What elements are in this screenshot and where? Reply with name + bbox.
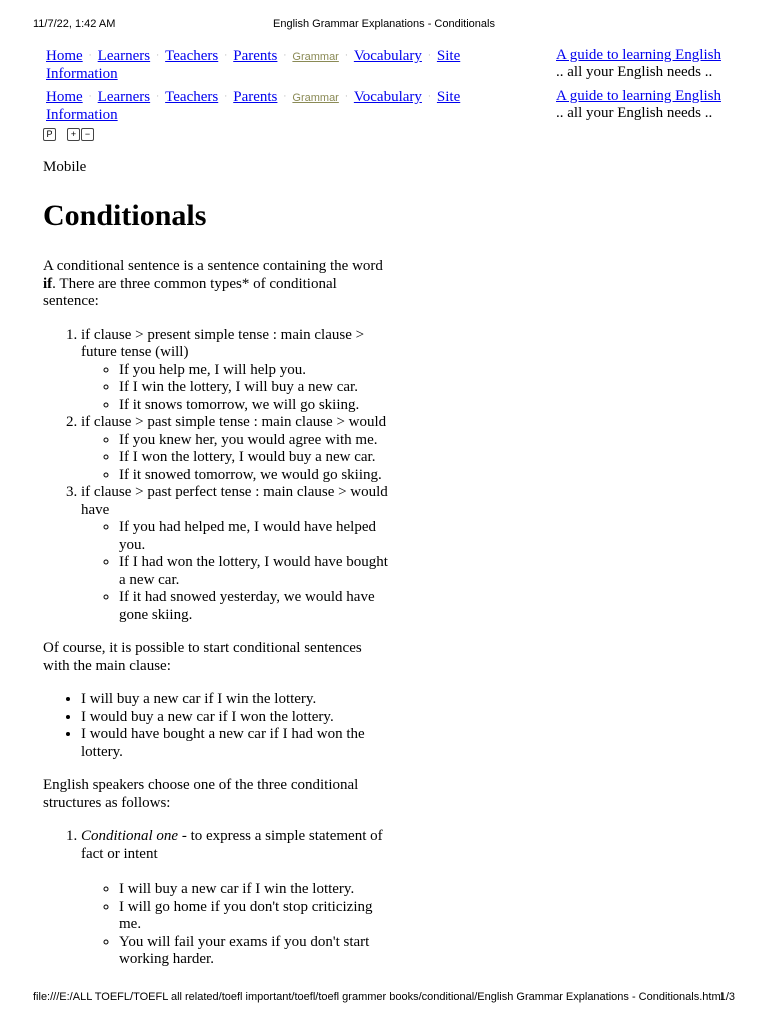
nav-parents-link[interactable]: Parents: [233, 89, 278, 105]
nav-teachers-link[interactable]: Teachers: [165, 48, 219, 64]
file-path: file:///E:/ALL TOEFL/TOEFL all related/toefl important/toefl/toefl grammer books/conditional/English Grammar Explanations - Conditionals.html: [33, 991, 724, 1003]
example-item: ◦ I will go home if you don't stop criticizing me.: [119, 899, 388, 934]
list-item: 3. if clause > past perfect tense : main clause > would have ◦ If you had helped me, I would have helped you. ◦ If I had won the lottery, I would have bought a new car. ◦ If it had snowed yesterday, we would have gone skiing.: [81, 484, 388, 624]
nav-grammar-link[interactable]: Grammar: [292, 51, 339, 63]
zoom-out-icon[interactable]: −: [81, 128, 94, 141]
nav-vocabulary-link[interactable]: Vocabulary: [353, 48, 422, 64]
nav-learners-link[interactable]: Learners: [97, 48, 151, 64]
nav-separator: ·: [156, 50, 160, 60]
nav-separator: ·: [344, 50, 348, 60]
nav-parents-link[interactable]: Parents: [233, 48, 278, 64]
example-item: ◦ If you knew her, you would agree with me.: [119, 432, 388, 450]
example-item: ◦ If I won the lottery, I would buy a new car.: [119, 449, 388, 467]
nav-separator: ·: [156, 91, 160, 101]
example-item: ◦ If it snowed tomorrow, we would go skiing.: [119, 467, 388, 485]
if-keyword: if: [43, 275, 53, 292]
page-tools: [43, 128, 95, 142]
example-item: ◦ You will fail your exams if you don't start working harder.: [119, 934, 388, 969]
nav-site-link[interactable]: Site: [436, 48, 461, 64]
example-item: ◦ I will buy a new car if I win the lottery.: [119, 881, 388, 899]
conditional-term: Conditional one: [81, 828, 179, 844]
mobile-link[interactable]: Mobile: [43, 159, 87, 175]
nav-learners-link[interactable]: Learners: [97, 89, 151, 105]
print-page-title: English Grammar Explanations - Conditionals: [273, 18, 495, 30]
example-item: ◦ If you had helped me, I would have helped you.: [119, 519, 388, 554]
example-item: ◦ If it had snowed yesterday, we would have gone skiing.: [119, 589, 388, 624]
nav-information-link[interactable]: Information: [46, 66, 118, 82]
list-item: 2. if clause > past simple tense : main clause > would ◦ If you knew her, you would agree with me. ◦ If I won the lottery, I would buy a new car. ◦ If it snowed tomorrow, we would go skiing.: [81, 414, 388, 484]
nav-separator: ·: [88, 91, 92, 101]
nav-separator: ·: [344, 91, 348, 101]
nav-home-link[interactable]: Home: [46, 48, 83, 64]
nav-separator: ·: [283, 50, 287, 60]
article: [43, 196, 388, 985]
nav-separator: ·: [427, 50, 431, 60]
nav-separator: ·: [283, 91, 287, 101]
print-icon[interactable]: P: [43, 128, 56, 141]
example-item: • I will buy a new car if I win the lottery.: [81, 691, 388, 709]
main-clause-paragraph: Of course, it is possible to start conditional sentences with the main clause:: [43, 640, 362, 674]
tagline: .. all your English needs ..: [556, 105, 713, 121]
choose-paragraph: English speakers choose one of the three conditional structures as follows:: [43, 777, 359, 811]
print-datetime: 11/7/22, 1:42 AM: [33, 18, 116, 30]
nav-information-link[interactable]: Information: [46, 107, 118, 123]
nav-separator: ·: [224, 91, 228, 101]
guide-link[interactable]: A guide to learning English: [556, 47, 721, 63]
list-item: 1. Conditional one - to express a simple statement of fact or intent ◦ I will buy a new car if I win the lottery. ◦ I will go home if you don't stop criticizing me. ◦ You will fail your exams if you don't start working harder.: [81, 828, 388, 969]
nav-vocabulary-link[interactable]: Vocabulary: [353, 89, 422, 105]
page-title: Conditionals: [43, 199, 207, 232]
nav-separator: ·: [224, 50, 228, 60]
tagline: .. all your English needs ..: [556, 64, 713, 80]
zoom-in-icon[interactable]: +: [67, 128, 80, 141]
example-item: • I would have bought a new car if I had won the lottery.: [81, 726, 388, 761]
nav-site-link[interactable]: Site: [436, 89, 461, 105]
example-item: ◦ If it snows tomorrow, we will go skiing.: [119, 397, 388, 415]
intro-paragraph: A conditional sentence is a sentence containing the word if. There are three common types* of conditional sentence:: [43, 258, 383, 309]
example-item: ◦ If I win the lottery, I will buy a new car.: [119, 379, 388, 397]
guide-link[interactable]: A guide to learning English: [556, 88, 721, 104]
nav-separator: ·: [88, 50, 92, 60]
nav-home-link[interactable]: Home: [46, 89, 83, 105]
example-item: ◦ If I had won the lottery, I would have bought a new car.: [119, 554, 388, 589]
list-item: 1. if clause > present simple tense : main clause > future tense (will) ◦ If you help me, I will help you. ◦ If I win the lottery, I will buy a new car. ◦ If it snows tomorrow, we will go skiing.: [81, 327, 388, 415]
main-clause-examples: [43, 691, 388, 761]
usage-list: [43, 828, 388, 969]
nav-separator: ·: [427, 91, 431, 101]
page-number: 1/3: [719, 991, 735, 1003]
print-header: [33, 18, 735, 32]
example-item: • I would buy a new car if I won the lottery.: [81, 709, 388, 727]
nav-grammar-link[interactable]: Grammar: [292, 92, 339, 104]
print-footer: [33, 991, 735, 1005]
conditional-types-list: [43, 327, 388, 625]
nav-teachers-link[interactable]: Teachers: [165, 89, 219, 105]
example-item: ◦ If you help me, I will help you.: [119, 362, 388, 380]
